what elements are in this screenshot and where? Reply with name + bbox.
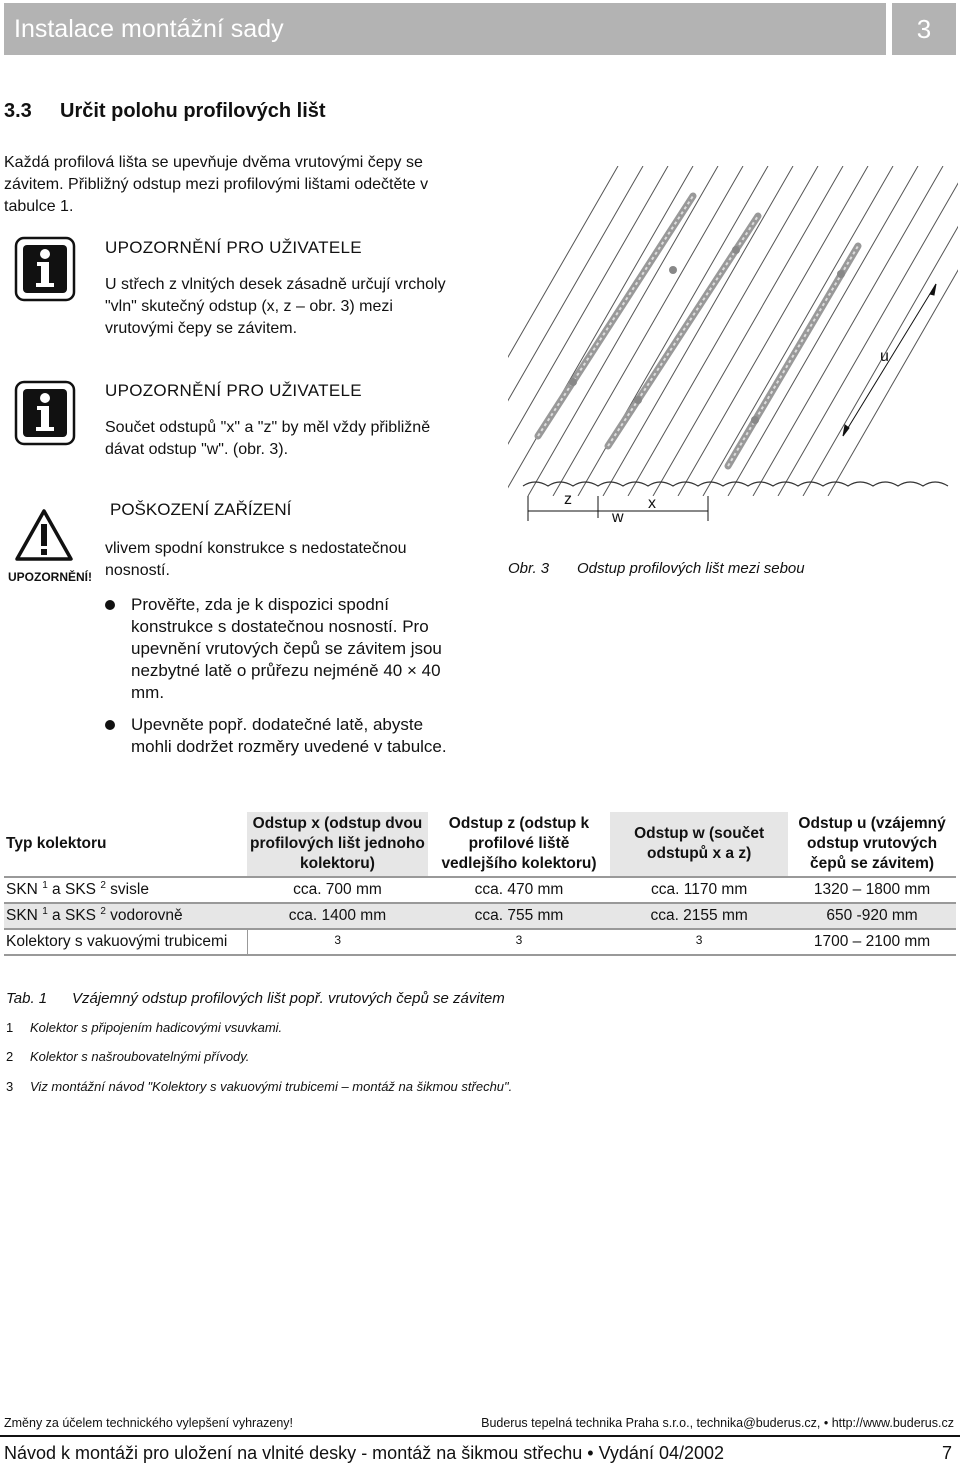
dimension-z-label: z — [564, 491, 572, 508]
warning-label: UPOZORNĚNÍ! — [8, 570, 92, 584]
table-cell: 1700 – 2100 mm — [788, 929, 956, 955]
list-item — [105, 594, 465, 704]
footnote: 1 Kolektor s připojením hadicovými vsuvkami. — [6, 1020, 283, 1035]
figure-number: Obr. 3 — [508, 560, 550, 577]
warning-triangle-icon — [14, 508, 74, 562]
list-item — [105, 714, 465, 758]
chapter-number: 3 — [892, 3, 956, 55]
table-header: Odstup w (součet odstupů x a z) — [610, 812, 788, 877]
footnote: 3 Viz montážní návod "Kolektory s vakuovými trubicemi – montáž na šikmou střechu". — [6, 1079, 513, 1094]
intro-text: Každá profilová lišta se upevňuje dvěma vrutovými čepy se závitem. Přibližný odstup mezi profilovými lištami odečtěte v tabulce 1. — [4, 154, 429, 215]
footer-divider — [0, 1435, 960, 1437]
bullet-icon — [105, 600, 115, 610]
table-cell: 3 — [247, 929, 428, 955]
table-cell: cca. 755 mm — [428, 903, 610, 929]
dimension-x-label: x — [648, 495, 656, 512]
notice-1-title: UPOZORNĚNÍ PRO UŽIVATELE — [105, 238, 362, 257]
info-icon — [14, 380, 76, 446]
roof-profile-rails-figure — [508, 166, 958, 546]
table-header: Odstup u (vzájemný odstup vrutových čepů se závitem) — [788, 812, 956, 877]
table-cell: 3 — [610, 929, 788, 955]
table-cell: cca. 1400 mm — [247, 903, 428, 929]
table-row — [4, 877, 956, 903]
table-cell: 3 — [428, 929, 610, 955]
table-row — [4, 929, 956, 955]
table-number: Tab. 1 — [6, 990, 48, 1007]
table-cell: cca. 700 mm — [247, 877, 428, 903]
dimension-u-label: u — [880, 348, 889, 365]
dimension-w-label: w — [612, 509, 624, 526]
table-caption-text: Vzájemný odstup profilových lišt popř. vrutových čepů se závitem — [72, 990, 505, 1007]
table-header-row — [4, 812, 956, 877]
table-cell-type: SKN $^1$ a SKS $^2$ vodorovně — [4, 903, 247, 929]
table-header: Typ kolektoru — [4, 812, 247, 877]
roof-edge — [523, 482, 948, 486]
table-cell: cca. 1170 mm — [610, 877, 788, 903]
figure-caption: Odstup profilových lišt mezi sebou — [577, 560, 805, 577]
table-row — [4, 903, 956, 929]
footnote: 2 Kolektor s našroubovatelnými přívody. — [6, 1049, 250, 1064]
section-title — [4, 100, 326, 123]
table-cell-type: Kolektory s vakuovými trubicemi — [4, 929, 247, 955]
warning-text: vlivem spodní konstrukce s nedostatečnou nosností. — [105, 540, 407, 579]
footer-contact: Buderus tepelná technika Praha s.r.o., technika@buderus.cz, • http://www.buderus.cz — [481, 1416, 954, 1430]
warning-title: POŠKOZENÍ ZAŘÍZENÍ — [110, 500, 292, 519]
bullet-text: Prověřte, zda je k dispozici spodní konstrukce s dostatečnou nosností. Pro upevnění vrutových čepů se závitem jsou nezbytné latě o průřezu nejméně 40 × 40 mm. — [131, 595, 442, 702]
page-number: 7 — [941, 1443, 952, 1463]
table-cell: 1320 – 1800 mm — [788, 877, 956, 903]
bullet-icon — [105, 720, 115, 730]
table-caption — [6, 990, 505, 1007]
info-icon — [14, 236, 76, 302]
section-number: 3.3 — [4, 100, 32, 122]
table-cell-type: SKN $^1$ a SKS $^2$ svisle — [4, 877, 247, 903]
section-title-text: Určit polohu profilových lišt — [60, 100, 326, 122]
table-header: Odstup x (odstup dvou profilových lišt jednoho kolektoru) — [247, 812, 428, 877]
table-cell: cca. 2155 mm — [610, 903, 788, 929]
notice-2-title: UPOZORNĚNÍ PRO UŽIVATELE — [105, 381, 362, 400]
corrugated-roof — [508, 166, 958, 496]
notice-1-text: U střech z vlnitých desek zásadně určují vrcholy "vln" skutečný odstup (x, z – obr. 3) mezi vrutovými čepy se závitem. — [105, 276, 446, 337]
table-header: Odstup z (odstup k profilové liště vedlejšího kolektoru) — [428, 812, 610, 877]
footer-document-title: Návod k montáži pro uložení na vlnité desky - montáž na šikmou střechu • Vydání 04/2002 — [4, 1443, 725, 1463]
table-cell: 650 -920 mm — [788, 903, 956, 929]
spacing-table — [4, 812, 956, 956]
table-cell: cca. 470 mm — [428, 877, 610, 903]
notice-2-text: Součet odstupů "x" a "z" by měl vždy přibližně dávat odstup "w". (obr. 3). — [105, 419, 431, 458]
footer-disclaimer: Změny za účelem technického vylepšení vyhrazeny! — [4, 1416, 294, 1430]
page-header-title: Instalace montážní sady — [4, 3, 886, 55]
bullet-text: Upevněte popř. dodatečné latě, abyste mohli dodržet rozměry uvedené v tabulce. — [131, 715, 447, 756]
